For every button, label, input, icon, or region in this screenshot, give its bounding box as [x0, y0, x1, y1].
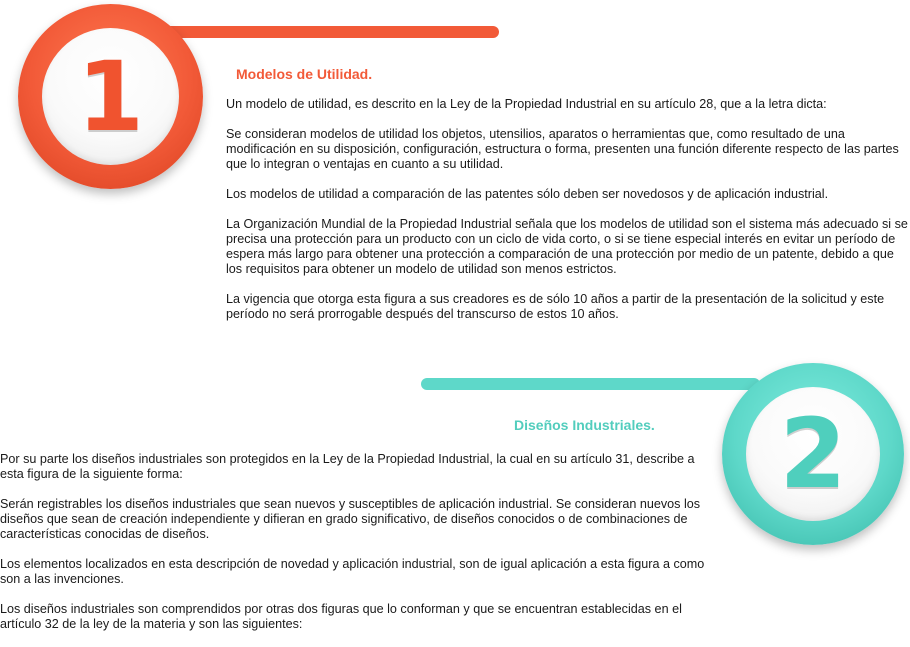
section-2-paragraph: Los elementos localizados en esta descripción de novedad y aplicación industrial, son de igual aplicación a esta figura a como son a las invenciones.: [0, 557, 705, 586]
section-1-number-badge: [18, 4, 203, 189]
section-2-title: Diseños Industriales.: [514, 417, 655, 433]
section-2-paragraph: Serán registrables los diseños industriales que sean nuevos y susceptibles de aplicación industrial. Se consideran nuevos los diseños que sean de creación independiente y difieran en grado significativo, de diseños conocidos o de combinaciones de características conocidas de diseños.: [0, 497, 701, 541]
section-2-body: [0, 452, 716, 647]
section-1-accent-bar: [150, 26, 499, 38]
section-2-number-badge: [722, 363, 904, 545]
section-2-paragraph: Los diseños industriales son comprendidos por otras dos figuras que lo conforman y que se encuentran establecidas en el artículo 32 de la ley de la materia y son las siguientes:: [0, 602, 682, 631]
section-1-badge-face: [42, 28, 179, 165]
section-1-number: 1: [77, 40, 144, 153]
section-1-paragraph: La Organización Mundial de la Propiedad Industrial señala que los modelos de utilidad son el sistema más adecuado si se precisa una protección para un producto con un ciclo de vida corto, o si se tiene especial interés en evitar un período de espera más largo para obtener una protección a comparación de una protección por medio de un patente, debido a que los requisitos para obtener un modelo de utilidad son menos estrictos.: [226, 217, 908, 276]
section-1-paragraph: Un modelo de utilidad, es descrito en la Ley de la Propiedad Industrial en su artículo 28, que a la letra dicta:: [226, 97, 827, 111]
section-1-paragraph: Se consideran modelos de utilidad los objetos, utensilios, aparatos o herramientas que, como resultado de una modificación en su disposición, configuración, estructura o forma, presenten una función diferente respecto de las partes que lo integran o ventajas en cuanto a su utilidad.: [226, 127, 899, 171]
section-2-number: 2: [779, 398, 847, 510]
section-2-paragraph: Por su parte los diseños industriales son protegidos en la Ley de la Propiedad Industrial, la cual en su artículo 31, describe a esta figura de la siguiente forma:: [0, 452, 695, 481]
section-1-paragraph: La vigencia que otorga esta figura a sus creadores es de sólo 10 años a partir de la presentación de la solicitud y este período no será prorrogable después del transcurso de estos 10 años.: [226, 292, 885, 321]
section-1-body: [226, 97, 910, 337]
section-2-accent-bar: [421, 378, 760, 390]
section-2-badge-face: [746, 387, 880, 521]
section-1-title: Modelos de Utilidad.: [236, 66, 373, 82]
section-1-paragraph: Los modelos de utilidad a comparación de las patentes sólo deben ser novedosos y de aplicación industrial.: [226, 187, 829, 201]
